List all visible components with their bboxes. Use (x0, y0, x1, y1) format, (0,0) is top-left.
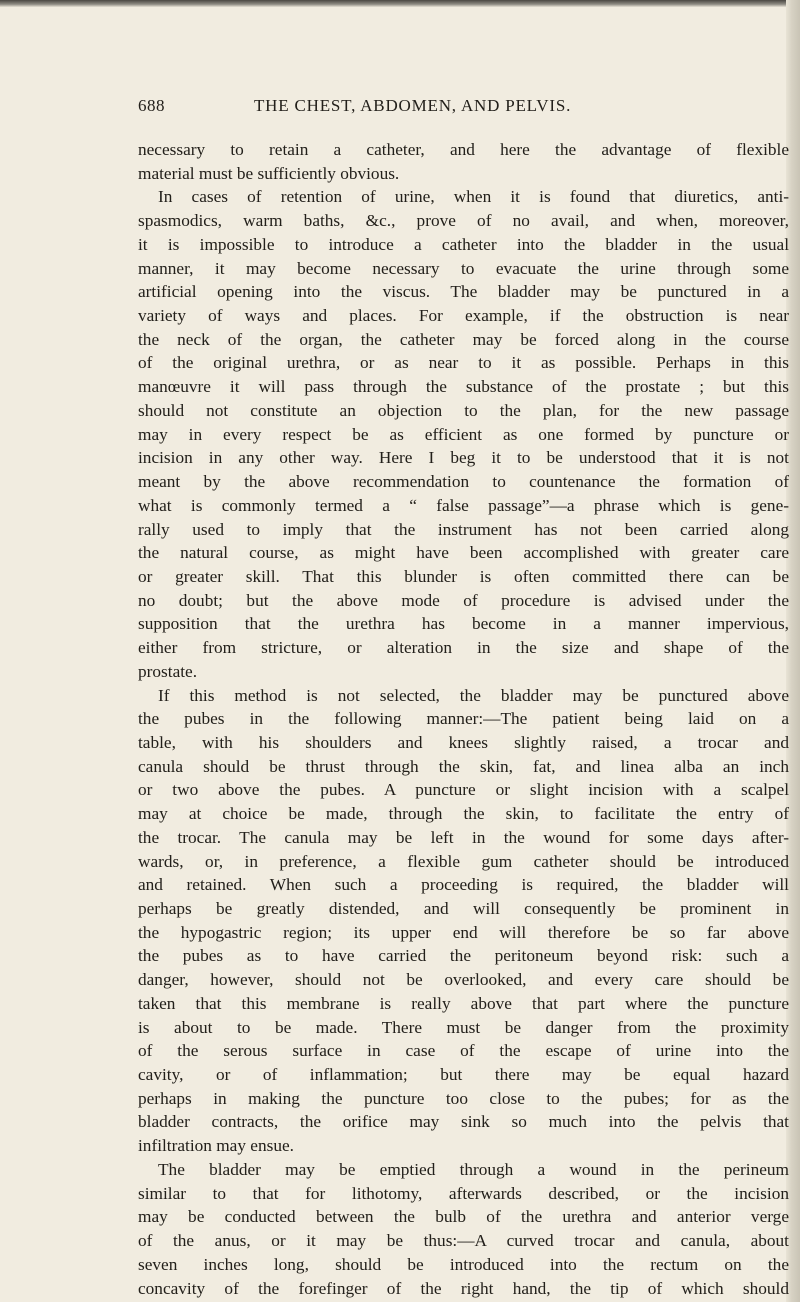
text-line: meant by the above recommendation to countenance the formation of (138, 472, 789, 492)
text-line: variety of ways and places. For example, if the obstruction is near (138, 306, 789, 326)
text-line: In cases of retention of urine, when it is found that diuretics, anti- (158, 187, 789, 207)
page-top-edge (0, 0, 800, 7)
text-line: may in every respect be as efficient as one formed by puncture or (138, 424, 789, 444)
text-line: manœuvre it will pass through the substance of the prostate ; but this (138, 377, 789, 397)
text-line: material must be sufficiently obvious. (138, 163, 400, 183)
page-header (138, 96, 723, 122)
text-line: cavity, or of inflammation; but there may be equal hazard (138, 1065, 789, 1085)
text-line: incision in any other way. Here I beg it to be understood that it is not (138, 448, 789, 468)
text-line: of the original urethra, or as near to it as possible. Perhaps in this (138, 353, 789, 373)
text-line: necessary to retain a catheter, and here the advantage of flexible (138, 140, 789, 159)
text-line: may at choice be made, through the skin, to facilitate the entry of (138, 804, 789, 824)
text-line: bladder contracts, the orifice may sink so much into the pelvis that (138, 1112, 789, 1132)
text-line: taken that this membrane is really above that part where the puncture (138, 993, 789, 1013)
text-line: manner, it may become necessary to evacuate the urine through some (138, 258, 789, 278)
text-line: the hypogastric region; its upper end will therefore be so far above (138, 922, 789, 942)
text-line: either from stricture, or alteration in the size and shape of the (138, 638, 789, 658)
text-line: the pubes in the following manner:—The patient being laid on a (138, 709, 789, 729)
running-head: THE CHEST, ABDOMEN, AND PELVIS. (254, 96, 572, 115)
text-line: no doubt; but the above mode of procedure is advised under the (138, 590, 789, 610)
text-line: or greater skill. That this blunder is often committed there can be (138, 566, 789, 586)
text-line: the natural course, as might have been accomplished with greater care (138, 543, 789, 563)
text-line: the pubes as to have carried the peritoneum beyond risk: such a (138, 946, 789, 966)
text-line: is about to be made. There must be danger from the proximity (138, 1017, 789, 1037)
text-line: If this method is not selected, the bladder may be punctured above (158, 685, 789, 705)
text-line: or two above the pubes. A puncture or slight incision with a scalpel (138, 780, 789, 800)
text-line: what is commonly termed a “ false passage”—a phrase which is gene- (138, 495, 789, 515)
page-number: 688 (138, 96, 165, 115)
text-line: perhaps in making the puncture too close to the pubes; for as the (138, 1088, 789, 1108)
text-line: rally used to imply that the instrument has not been carried along (138, 519, 789, 539)
text-line: it is impossible to introduce a catheter into the bladder in the usual (138, 234, 789, 254)
text-line: seven inches long, should be introduced into the rectum on the (138, 1254, 789, 1274)
text-line: may be conducted between the bulb of the urethra and anterior verge (138, 1207, 789, 1227)
text-line: should not constitute an objection to the plan, for the new passage (138, 400, 789, 420)
body-text (138, 138, 789, 1300)
text-line: canula should be thrust through the skin, fat, and linea alba an inch (138, 756, 789, 776)
text-line: the neck of the organ, the catheter may be forced along in the course (138, 329, 789, 349)
text-line: infiltration may ensue. (138, 1136, 294, 1156)
text-line: and retained. When such a proceeding is required, the bladder will (138, 875, 789, 895)
text-line: wards, or, in preference, a flexible gum catheter should be introduced (138, 851, 789, 871)
text-line: artificial opening into the viscus. The bladder may be punctured in a (138, 282, 789, 302)
text-line: of the serous surface in case of the escape of urine into the (138, 1041, 789, 1061)
text-line: supposition that the urethra has become in a manner impervious, (138, 614, 789, 634)
text-line: concavity of the forefinger of the right hand, the tip of which should (138, 1278, 789, 1298)
text-line: danger, however, should not be overlooked, and every care should be (138, 970, 789, 990)
text-line: table, with his shoulders and knees slightly raised, a trocar and (138, 732, 789, 752)
text-line: the trocar. The canula may be left in the wound for some days after- (138, 827, 789, 847)
text-line: spasmodics, warm baths, &c., prove of no avail, and when, moreover, (138, 211, 789, 231)
text-line: perhaps be greatly distended, and will consequently be prominent in (138, 899, 789, 918)
text-line: similar to that for lithotomy, afterwards described, or the incision (138, 1183, 789, 1203)
text-line: The bladder may be emptied through a wound in the perineum (158, 1159, 789, 1179)
text-line: of the anus, or it may be thus:—A curved trocar and canula, about (138, 1231, 789, 1251)
text-line: prostate. (138, 661, 198, 681)
